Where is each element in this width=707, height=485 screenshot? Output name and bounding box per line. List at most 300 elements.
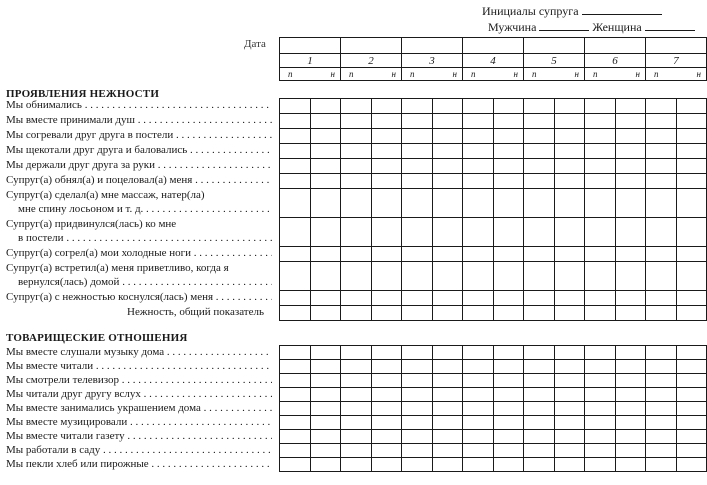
total-cell[interactable]: [432, 306, 463, 321]
entry-cell[interactable]: [493, 291, 524, 306]
entry-cell[interactable]: [402, 458, 433, 472]
total-cell[interactable]: [646, 306, 677, 321]
entry-cell[interactable]: [554, 402, 585, 416]
entry-cell[interactable]: [280, 129, 311, 144]
entry-cell[interactable]: [493, 388, 524, 402]
entry-cell[interactable]: [554, 129, 585, 144]
entry-cell[interactable]: [310, 247, 341, 262]
entry-cell[interactable]: [524, 114, 555, 129]
entry-cell[interactable]: [493, 114, 524, 129]
entry-cell[interactable]: [646, 262, 677, 291]
total-cell[interactable]: [280, 306, 311, 321]
entry-cell[interactable]: [463, 189, 494, 218]
entry-cell[interactable]: [493, 174, 524, 189]
entry-cell[interactable]: [432, 99, 463, 114]
entry-cell[interactable]: [341, 189, 372, 218]
entry-cell[interactable]: [371, 458, 402, 472]
entry-cell[interactable]: [646, 402, 677, 416]
entry-cell[interactable]: [310, 291, 341, 306]
entry-cell[interactable]: [432, 374, 463, 388]
entry-cell[interactable]: [585, 291, 616, 306]
entry-cell[interactable]: [524, 144, 555, 159]
entry-cell[interactable]: [493, 129, 524, 144]
entry-cell[interactable]: [432, 360, 463, 374]
entry-cell[interactable]: [280, 114, 311, 129]
entry-cell[interactable]: [524, 189, 555, 218]
entry-cell[interactable]: [402, 402, 433, 416]
entry-cell[interactable]: [280, 458, 311, 472]
entry-cell[interactable]: [585, 247, 616, 262]
entry-cell[interactable]: [402, 444, 433, 458]
entry-cell[interactable]: [585, 402, 616, 416]
entry-cell[interactable]: [554, 374, 585, 388]
entry-cell[interactable]: [280, 374, 311, 388]
entry-cell[interactable]: [615, 189, 646, 218]
entry-cell[interactable]: [310, 346, 341, 360]
entry-cell[interactable]: [676, 402, 707, 416]
entry-cell[interactable]: [341, 360, 372, 374]
entry-cell[interactable]: [280, 99, 311, 114]
entry-cell[interactable]: [402, 430, 433, 444]
entry-cell[interactable]: [341, 247, 372, 262]
entry-cell[interactable]: [676, 430, 707, 444]
spouse-initials-blank[interactable]: [582, 13, 662, 15]
entry-cell[interactable]: [676, 346, 707, 360]
entry-cell[interactable]: [615, 360, 646, 374]
entry-cell[interactable]: [493, 360, 524, 374]
entry-cell[interactable]: [463, 159, 494, 174]
entry-cell[interactable]: [310, 402, 341, 416]
entry-cell[interactable]: [463, 360, 494, 374]
entry-cell[interactable]: [371, 129, 402, 144]
entry-cell[interactable]: [646, 189, 677, 218]
entry-cell[interactable]: [554, 346, 585, 360]
entry-cell[interactable]: [615, 129, 646, 144]
female-blank[interactable]: [645, 29, 695, 31]
entry-cell[interactable]: [310, 444, 341, 458]
entry-cell[interactable]: [524, 99, 555, 114]
entry-cell[interactable]: [432, 430, 463, 444]
entry-cell[interactable]: [646, 129, 677, 144]
entry-cell[interactable]: [371, 114, 402, 129]
entry-cell[interactable]: [524, 430, 555, 444]
entry-cell[interactable]: [676, 444, 707, 458]
entry-cell[interactable]: [493, 159, 524, 174]
entry-cell[interactable]: [524, 247, 555, 262]
male-blank[interactable]: [539, 29, 589, 31]
entry-cell[interactable]: [646, 360, 677, 374]
entry-cell[interactable]: [676, 247, 707, 262]
entry-cell[interactable]: [524, 159, 555, 174]
entry-cell[interactable]: [280, 360, 311, 374]
entry-cell[interactable]: [676, 262, 707, 291]
entry-cell[interactable]: [585, 444, 616, 458]
entry-cell[interactable]: [463, 402, 494, 416]
entry-cell[interactable]: [432, 388, 463, 402]
entry-cell[interactable]: [585, 144, 616, 159]
entry-cell[interactable]: [310, 129, 341, 144]
total-cell[interactable]: [615, 306, 646, 321]
entry-cell[interactable]: [371, 189, 402, 218]
entry-cell[interactable]: [280, 218, 311, 247]
entry-cell[interactable]: [310, 159, 341, 174]
entry-cell[interactable]: [371, 99, 402, 114]
entry-cell[interactable]: [371, 218, 402, 247]
entry-cell[interactable]: [280, 416, 311, 430]
entry-cell[interactable]: [585, 416, 616, 430]
entry-cell[interactable]: [646, 388, 677, 402]
entry-cell[interactable]: [554, 99, 585, 114]
entry-cell[interactable]: [310, 458, 341, 472]
entry-cell[interactable]: [310, 218, 341, 247]
date-cell[interactable]: [463, 38, 524, 54]
entry-cell[interactable]: [310, 189, 341, 218]
entry-cell[interactable]: [402, 159, 433, 174]
entry-cell[interactable]: [341, 416, 372, 430]
entry-cell[interactable]: [646, 374, 677, 388]
entry-cell[interactable]: [676, 129, 707, 144]
entry-cell[interactable]: [493, 416, 524, 430]
entry-cell[interactable]: [432, 346, 463, 360]
entry-cell[interactable]: [676, 99, 707, 114]
entry-cell[interactable]: [524, 291, 555, 306]
entry-cell[interactable]: [310, 174, 341, 189]
entry-cell[interactable]: [371, 416, 402, 430]
entry-cell[interactable]: [402, 346, 433, 360]
entry-cell[interactable]: [310, 374, 341, 388]
entry-cell[interactable]: [554, 388, 585, 402]
entry-cell[interactable]: [371, 291, 402, 306]
entry-cell[interactable]: [463, 262, 494, 291]
total-cell[interactable]: [676, 306, 707, 321]
entry-cell[interactable]: [493, 262, 524, 291]
entry-cell[interactable]: [676, 388, 707, 402]
entry-cell[interactable]: [371, 247, 402, 262]
entry-cell[interactable]: [615, 262, 646, 291]
entry-cell[interactable]: [402, 114, 433, 129]
entry-cell[interactable]: [432, 114, 463, 129]
entry-cell[interactable]: [341, 374, 372, 388]
entry-cell[interactable]: [554, 360, 585, 374]
entry-cell[interactable]: [585, 374, 616, 388]
entry-cell[interactable]: [493, 247, 524, 262]
entry-cell[interactable]: [463, 291, 494, 306]
entry-cell[interactable]: [554, 291, 585, 306]
entry-cell[interactable]: [676, 174, 707, 189]
entry-cell[interactable]: [615, 99, 646, 114]
entry-cell[interactable]: [615, 444, 646, 458]
entry-cell[interactable]: [463, 430, 494, 444]
entry-cell[interactable]: [493, 218, 524, 247]
entry-cell[interactable]: [676, 218, 707, 247]
entry-cell[interactable]: [615, 291, 646, 306]
entry-cell[interactable]: [463, 374, 494, 388]
entry-cell[interactable]: [280, 144, 311, 159]
date-cell[interactable]: [524, 38, 585, 54]
entry-cell[interactable]: [432, 144, 463, 159]
entry-cell[interactable]: [585, 189, 616, 218]
entry-cell[interactable]: [341, 114, 372, 129]
entry-cell[interactable]: [341, 444, 372, 458]
entry-cell[interactable]: [402, 99, 433, 114]
entry-cell[interactable]: [371, 346, 402, 360]
entry-cell[interactable]: [676, 114, 707, 129]
entry-cell[interactable]: [432, 444, 463, 458]
entry-cell[interactable]: [341, 129, 372, 144]
entry-cell[interactable]: [402, 291, 433, 306]
entry-cell[interactable]: [341, 402, 372, 416]
entry-cell[interactable]: [646, 99, 677, 114]
entry-cell[interactable]: [402, 416, 433, 430]
total-cell[interactable]: [463, 306, 494, 321]
entry-cell[interactable]: [402, 360, 433, 374]
date-cell[interactable]: [280, 38, 341, 54]
entry-cell[interactable]: [463, 444, 494, 458]
entry-cell[interactable]: [432, 402, 463, 416]
entry-cell[interactable]: [371, 262, 402, 291]
entry-cell[interactable]: [463, 99, 494, 114]
date-cell[interactable]: [646, 38, 707, 54]
entry-cell[interactable]: [646, 144, 677, 159]
entry-cell[interactable]: [585, 174, 616, 189]
entry-cell[interactable]: [402, 189, 433, 218]
entry-cell[interactable]: [432, 262, 463, 291]
total-cell[interactable]: [402, 306, 433, 321]
entry-cell[interactable]: [402, 247, 433, 262]
entry-cell[interactable]: [554, 430, 585, 444]
entry-cell[interactable]: [554, 159, 585, 174]
entry-cell[interactable]: [371, 430, 402, 444]
entry-cell[interactable]: [676, 360, 707, 374]
entry-cell[interactable]: [646, 430, 677, 444]
entry-cell[interactable]: [463, 247, 494, 262]
entry-cell[interactable]: [432, 129, 463, 144]
entry-cell[interactable]: [493, 430, 524, 444]
entry-cell[interactable]: [524, 129, 555, 144]
entry-cell[interactable]: [463, 218, 494, 247]
entry-cell[interactable]: [524, 444, 555, 458]
entry-cell[interactable]: [371, 374, 402, 388]
entry-cell[interactable]: [310, 388, 341, 402]
entry-cell[interactable]: [280, 174, 311, 189]
entry-cell[interactable]: [585, 262, 616, 291]
entry-cell[interactable]: [646, 291, 677, 306]
entry-cell[interactable]: [280, 291, 311, 306]
entry-cell[interactable]: [585, 346, 616, 360]
entry-cell[interactable]: [341, 430, 372, 444]
entry-cell[interactable]: [615, 218, 646, 247]
entry-cell[interactable]: [341, 218, 372, 247]
entry-cell[interactable]: [554, 174, 585, 189]
entry-cell[interactable]: [280, 189, 311, 218]
entry-cell[interactable]: [554, 144, 585, 159]
entry-cell[interactable]: [463, 458, 494, 472]
total-cell[interactable]: [493, 306, 524, 321]
entry-cell[interactable]: [432, 174, 463, 189]
entry-cell[interactable]: [371, 444, 402, 458]
entry-cell[interactable]: [341, 99, 372, 114]
entry-cell[interactable]: [280, 346, 311, 360]
entry-cell[interactable]: [615, 114, 646, 129]
entry-cell[interactable]: [402, 388, 433, 402]
entry-cell[interactable]: [554, 247, 585, 262]
entry-cell[interactable]: [310, 360, 341, 374]
entry-cell[interactable]: [646, 114, 677, 129]
entry-cell[interactable]: [463, 114, 494, 129]
entry-cell[interactable]: [402, 218, 433, 247]
entry-cell[interactable]: [280, 262, 311, 291]
entry-cell[interactable]: [371, 388, 402, 402]
entry-cell[interactable]: [371, 360, 402, 374]
entry-cell[interactable]: [402, 129, 433, 144]
entry-cell[interactable]: [646, 346, 677, 360]
entry-cell[interactable]: [402, 174, 433, 189]
total-cell[interactable]: [310, 306, 341, 321]
entry-cell[interactable]: [524, 218, 555, 247]
entry-cell[interactable]: [585, 458, 616, 472]
entry-cell[interactable]: [676, 189, 707, 218]
entry-cell[interactable]: [310, 99, 341, 114]
entry-cell[interactable]: [676, 144, 707, 159]
total-cell[interactable]: [554, 306, 585, 321]
entry-cell[interactable]: [280, 430, 311, 444]
entry-cell[interactable]: [585, 360, 616, 374]
entry-cell[interactable]: [432, 291, 463, 306]
entry-cell[interactable]: [646, 458, 677, 472]
entry-cell[interactable]: [371, 144, 402, 159]
entry-cell[interactable]: [280, 159, 311, 174]
entry-cell[interactable]: [493, 346, 524, 360]
entry-cell[interactable]: [676, 458, 707, 472]
total-cell[interactable]: [341, 306, 372, 321]
entry-cell[interactable]: [280, 402, 311, 416]
entry-cell[interactable]: [615, 174, 646, 189]
entry-cell[interactable]: [341, 174, 372, 189]
entry-cell[interactable]: [615, 247, 646, 262]
total-cell[interactable]: [524, 306, 555, 321]
entry-cell[interactable]: [524, 360, 555, 374]
entry-cell[interactable]: [646, 416, 677, 430]
entry-cell[interactable]: [615, 346, 646, 360]
entry-cell[interactable]: [310, 416, 341, 430]
entry-cell[interactable]: [493, 189, 524, 218]
entry-cell[interactable]: [585, 129, 616, 144]
entry-cell[interactable]: [615, 402, 646, 416]
entry-cell[interactable]: [341, 346, 372, 360]
entry-cell[interactable]: [646, 247, 677, 262]
entry-cell[interactable]: [646, 174, 677, 189]
entry-cell[interactable]: [615, 388, 646, 402]
entry-cell[interactable]: [310, 114, 341, 129]
entry-cell[interactable]: [524, 388, 555, 402]
entry-cell[interactable]: [310, 144, 341, 159]
entry-cell[interactable]: [371, 159, 402, 174]
entry-cell[interactable]: [676, 374, 707, 388]
entry-cell[interactable]: [493, 99, 524, 114]
entry-cell[interactable]: [402, 144, 433, 159]
entry-cell[interactable]: [615, 430, 646, 444]
entry-cell[interactable]: [585, 159, 616, 174]
entry-cell[interactable]: [554, 444, 585, 458]
entry-cell[interactable]: [463, 174, 494, 189]
entry-cell[interactable]: [554, 114, 585, 129]
entry-cell[interactable]: [341, 144, 372, 159]
entry-cell[interactable]: [554, 262, 585, 291]
entry-cell[interactable]: [371, 402, 402, 416]
entry-cell[interactable]: [676, 159, 707, 174]
entry-cell[interactable]: [524, 416, 555, 430]
entry-cell[interactable]: [463, 416, 494, 430]
entry-cell[interactable]: [615, 159, 646, 174]
entry-cell[interactable]: [554, 458, 585, 472]
entry-cell[interactable]: [341, 291, 372, 306]
entry-cell[interactable]: [493, 458, 524, 472]
entry-cell[interactable]: [280, 444, 311, 458]
entry-cell[interactable]: [554, 189, 585, 218]
entry-cell[interactable]: [463, 129, 494, 144]
entry-cell[interactable]: [676, 416, 707, 430]
entry-cell[interactable]: [341, 458, 372, 472]
entry-cell[interactable]: [585, 99, 616, 114]
entry-cell[interactable]: [493, 374, 524, 388]
entry-cell[interactable]: [310, 262, 341, 291]
entry-cell[interactable]: [524, 458, 555, 472]
entry-cell[interactable]: [646, 444, 677, 458]
entry-cell[interactable]: [615, 144, 646, 159]
entry-cell[interactable]: [341, 262, 372, 291]
entry-cell[interactable]: [402, 262, 433, 291]
entry-cell[interactable]: [524, 174, 555, 189]
entry-cell[interactable]: [585, 218, 616, 247]
entry-cell[interactable]: [615, 416, 646, 430]
entry-cell[interactable]: [524, 402, 555, 416]
entry-cell[interactable]: [432, 159, 463, 174]
entry-cell[interactable]: [524, 346, 555, 360]
entry-cell[interactable]: [432, 247, 463, 262]
entry-cell[interactable]: [310, 430, 341, 444]
entry-cell[interactable]: [341, 388, 372, 402]
entry-cell[interactable]: [493, 402, 524, 416]
date-cell[interactable]: [585, 38, 646, 54]
total-cell[interactable]: [585, 306, 616, 321]
entry-cell[interactable]: [463, 144, 494, 159]
entry-cell[interactable]: [585, 430, 616, 444]
entry-cell[interactable]: [463, 388, 494, 402]
entry-cell[interactable]: [676, 291, 707, 306]
entry-cell[interactable]: [402, 374, 433, 388]
entry-cell[interactable]: [432, 458, 463, 472]
entry-cell[interactable]: [585, 114, 616, 129]
entry-cell[interactable]: [615, 458, 646, 472]
entry-cell[interactable]: [463, 346, 494, 360]
entry-cell[interactable]: [432, 218, 463, 247]
entry-cell[interactable]: [615, 374, 646, 388]
entry-cell[interactable]: [554, 218, 585, 247]
entry-cell[interactable]: [524, 262, 555, 291]
entry-cell[interactable]: [432, 416, 463, 430]
entry-cell[interactable]: [554, 416, 585, 430]
entry-cell[interactable]: [646, 218, 677, 247]
date-cell[interactable]: [402, 38, 463, 54]
entry-cell[interactable]: [646, 159, 677, 174]
entry-cell[interactable]: [585, 388, 616, 402]
total-cell[interactable]: [371, 306, 402, 321]
date-cell[interactable]: [341, 38, 402, 54]
entry-cell[interactable]: [493, 444, 524, 458]
entry-cell[interactable]: [280, 247, 311, 262]
entry-cell[interactable]: [432, 189, 463, 218]
entry-cell[interactable]: [341, 159, 372, 174]
